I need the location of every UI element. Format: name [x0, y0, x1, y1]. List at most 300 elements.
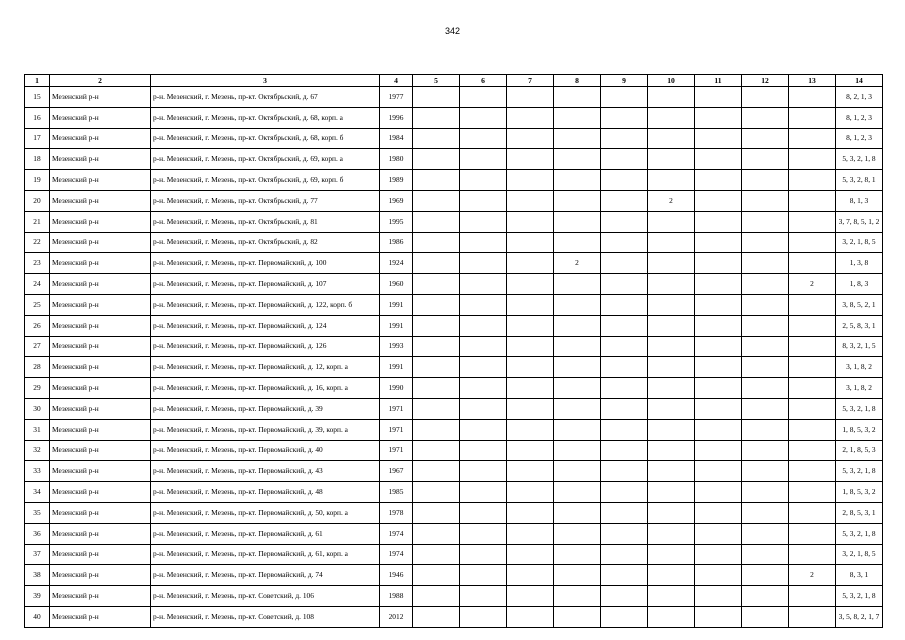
col12-cell — [742, 502, 789, 523]
table-row — [25, 482, 883, 503]
col6-cell — [460, 523, 507, 544]
year-cell: 2012 — [380, 606, 413, 627]
column-header-1: 1 — [25, 75, 50, 87]
district-cell: Мезенский р-н — [50, 565, 151, 586]
district-cell: Мезенский р-н — [50, 274, 151, 295]
col12-cell — [742, 440, 789, 461]
col6-cell — [460, 274, 507, 295]
col12-cell — [742, 544, 789, 565]
col6-cell — [460, 149, 507, 170]
codes-cell: 3, 7, 8, 5, 1, 2 — [836, 211, 883, 232]
col9-cell — [601, 544, 648, 565]
col7-cell — [507, 565, 554, 586]
col7-cell — [507, 253, 554, 274]
col11-cell — [695, 253, 742, 274]
year-cell: 1974 — [380, 523, 413, 544]
col10-cell — [648, 128, 695, 149]
address-cell: р-н. Мезенский, г. Мезень, пр-кт. Первомайский, д. 43 — [151, 461, 380, 482]
col12-cell — [742, 87, 789, 108]
col10-cell — [648, 336, 695, 357]
col12-cell — [742, 357, 789, 378]
col13-cell — [789, 482, 836, 503]
col10-cell — [648, 274, 695, 295]
col9-cell — [601, 190, 648, 211]
col11-cell — [695, 565, 742, 586]
row-number: 31 — [25, 419, 50, 440]
col13-cell — [789, 315, 836, 336]
codes-cell: 1, 3, 8 — [836, 253, 883, 274]
col6-cell — [460, 315, 507, 336]
col11-cell — [695, 544, 742, 565]
col8-cell — [554, 87, 601, 108]
column-header-3: 3 — [151, 75, 380, 87]
col13-cell — [789, 232, 836, 253]
row-number: 30 — [25, 398, 50, 419]
col7-cell — [507, 190, 554, 211]
col6-cell — [460, 482, 507, 503]
column-header-14: 14 — [836, 75, 883, 87]
year-cell: 1988 — [380, 586, 413, 607]
col7-cell — [507, 274, 554, 295]
district-cell: Мезенский р-н — [50, 606, 151, 627]
district-cell: Мезенский р-н — [50, 315, 151, 336]
table-row — [25, 294, 883, 315]
col9-cell — [601, 523, 648, 544]
col5-cell — [413, 274, 460, 295]
col13-cell — [789, 502, 836, 523]
col9-cell — [601, 107, 648, 128]
col11-cell — [695, 419, 742, 440]
year-cell: 1967 — [380, 461, 413, 482]
col11-cell — [695, 440, 742, 461]
col11-cell — [695, 232, 742, 253]
row-number: 19 — [25, 170, 50, 191]
col7-cell — [507, 586, 554, 607]
col8-cell — [554, 149, 601, 170]
col7-cell — [507, 502, 554, 523]
col8-cell — [554, 586, 601, 607]
col9-cell — [601, 294, 648, 315]
col8-cell: 2 — [554, 253, 601, 274]
col12-cell — [742, 419, 789, 440]
col6-cell — [460, 190, 507, 211]
col9-cell — [601, 357, 648, 378]
col5-cell — [413, 398, 460, 419]
codes-cell: 2, 8, 5, 3, 1 — [836, 502, 883, 523]
col11-cell — [695, 357, 742, 378]
address-cell: р-н. Мезенский, г. Мезень, пр-кт. Первомайский, д. 39, корп. а — [151, 419, 380, 440]
col7-cell — [507, 357, 554, 378]
district-cell: Мезенский р-н — [50, 253, 151, 274]
codes-cell: 5, 3, 2, 1, 8 — [836, 461, 883, 482]
col5-cell — [413, 502, 460, 523]
col13-cell — [789, 378, 836, 399]
col9-cell — [601, 565, 648, 586]
col6-cell — [460, 606, 507, 627]
table-row — [25, 357, 883, 378]
district-cell: Мезенский р-н — [50, 440, 151, 461]
address-cell: р-н. Мезенский, г. Мезень, пр-кт. Октябрьский, д. 69, корп. б — [151, 170, 380, 191]
col13-cell — [789, 461, 836, 482]
col6-cell — [460, 107, 507, 128]
col6-cell — [460, 378, 507, 399]
col6-cell — [460, 461, 507, 482]
col5-cell — [413, 419, 460, 440]
col6-cell — [460, 294, 507, 315]
district-cell: Мезенский р-н — [50, 544, 151, 565]
col7-cell — [507, 107, 554, 128]
col7-cell — [507, 544, 554, 565]
codes-cell: 8, 3, 1 — [836, 565, 883, 586]
address-cell: р-н. Мезенский, г. Мезень, пр-кт. Первомайский, д. 124 — [151, 315, 380, 336]
col13-cell — [789, 357, 836, 378]
table-row — [25, 170, 883, 191]
col12-cell — [742, 315, 789, 336]
table-row — [25, 565, 883, 586]
col6-cell — [460, 398, 507, 419]
row-number: 16 — [25, 107, 50, 128]
col13-cell — [789, 87, 836, 108]
column-header-5: 5 — [413, 75, 460, 87]
col10-cell — [648, 211, 695, 232]
district-cell: Мезенский р-н — [50, 170, 151, 191]
col6-cell — [460, 170, 507, 191]
table-row — [25, 523, 883, 544]
row-number: 33 — [25, 461, 50, 482]
table-row — [25, 461, 883, 482]
col9-cell — [601, 482, 648, 503]
table-row — [25, 190, 883, 211]
col12-cell — [742, 336, 789, 357]
row-number: 25 — [25, 294, 50, 315]
col6-cell — [460, 253, 507, 274]
col5-cell — [413, 482, 460, 503]
address-cell: р-н. Мезенский, г. Мезень, пр-кт. Первомайский, д. 12, корп. а — [151, 357, 380, 378]
col5-cell — [413, 107, 460, 128]
table-row — [25, 544, 883, 565]
year-cell: 1946 — [380, 565, 413, 586]
district-cell: Мезенский р-н — [50, 87, 151, 108]
codes-cell: 8, 1, 2, 3 — [836, 128, 883, 149]
table-body — [25, 87, 883, 628]
col8-cell — [554, 336, 601, 357]
codes-cell: 5, 3, 2, 1, 8 — [836, 586, 883, 607]
col5-cell — [413, 149, 460, 170]
col5-cell — [413, 523, 460, 544]
col10-cell — [648, 107, 695, 128]
district-cell: Мезенский р-н — [50, 482, 151, 503]
col13-cell — [789, 523, 836, 544]
col13-cell — [789, 211, 836, 232]
row-number: 24 — [25, 274, 50, 295]
col12-cell — [742, 232, 789, 253]
page-number: 342 — [444, 26, 461, 36]
table-row — [25, 586, 883, 607]
col13-cell — [789, 606, 836, 627]
col9-cell — [601, 149, 648, 170]
col11-cell — [695, 398, 742, 419]
row-number: 37 — [25, 544, 50, 565]
row-number: 20 — [25, 190, 50, 211]
col6-cell — [460, 128, 507, 149]
address-cell: р-н. Мезенский, г. Мезень, пр-кт. Октябрьский, д. 68, корп. а — [151, 107, 380, 128]
col5-cell — [413, 211, 460, 232]
year-cell: 1977 — [380, 87, 413, 108]
address-cell: р-н. Мезенский, г. Мезень, пр-кт. Октябрьский, д. 77 — [151, 190, 380, 211]
col8-cell — [554, 232, 601, 253]
address-cell: р-н. Мезенский, г. Мезень, пр-кт. Советский, д. 106 — [151, 586, 380, 607]
col9-cell — [601, 315, 648, 336]
col6-cell — [460, 211, 507, 232]
col10-cell — [648, 294, 695, 315]
address-cell: р-н. Мезенский, г. Мезень, пр-кт. Октябрьский, д. 69, корп. а — [151, 149, 380, 170]
row-number: 15 — [25, 87, 50, 108]
col5-cell — [413, 586, 460, 607]
col11-cell — [695, 482, 742, 503]
col10-cell — [648, 606, 695, 627]
col9-cell — [601, 274, 648, 295]
column-header-6: 6 — [460, 75, 507, 87]
col10-cell — [648, 357, 695, 378]
row-number: 34 — [25, 482, 50, 503]
col12-cell — [742, 378, 789, 399]
table-row — [25, 606, 883, 627]
col10-cell — [648, 398, 695, 419]
codes-cell: 8, 3, 2, 1, 5 — [836, 336, 883, 357]
col5-cell — [413, 336, 460, 357]
col13-cell — [789, 294, 836, 315]
year-cell: 1969 — [380, 190, 413, 211]
col10-cell — [648, 170, 695, 191]
address-cell: р-н. Мезенский, г. Мезень, пр-кт. Октябрьский, д. 82 — [151, 232, 380, 253]
address-cell: р-н. Мезенский, г. Мезень, пр-кт. Первомайский, д. 61, корп. а — [151, 544, 380, 565]
row-number: 26 — [25, 315, 50, 336]
codes-cell: 3, 1, 8, 2 — [836, 357, 883, 378]
codes-cell: 3, 1, 8, 2 — [836, 378, 883, 399]
col13-cell — [789, 107, 836, 128]
codes-cell: 5, 3, 2, 8, 1 — [836, 170, 883, 191]
col13-cell — [789, 149, 836, 170]
column-header-4: 4 — [380, 75, 413, 87]
col12-cell — [742, 606, 789, 627]
col7-cell — [507, 461, 554, 482]
col9-cell — [601, 586, 648, 607]
year-cell: 1996 — [380, 107, 413, 128]
col7-cell — [507, 294, 554, 315]
col10-cell — [648, 523, 695, 544]
col10-cell — [648, 87, 695, 108]
col5-cell — [413, 128, 460, 149]
col7-cell — [507, 211, 554, 232]
district-cell: Мезенский р-н — [50, 190, 151, 211]
col10-cell — [648, 461, 695, 482]
col8-cell — [554, 544, 601, 565]
column-header-11: 11 — [695, 75, 742, 87]
year-cell: 1993 — [380, 336, 413, 357]
col6-cell — [460, 440, 507, 461]
district-cell: Мезенский р-н — [50, 378, 151, 399]
column-header-10: 10 — [648, 75, 695, 87]
col9-cell — [601, 378, 648, 399]
district-cell: Мезенский р-н — [50, 461, 151, 482]
col6-cell — [460, 565, 507, 586]
col12-cell — [742, 170, 789, 191]
district-cell: Мезенский р-н — [50, 294, 151, 315]
col10-cell — [648, 315, 695, 336]
district-cell: Мезенский р-н — [50, 523, 151, 544]
year-cell: 1978 — [380, 502, 413, 523]
col8-cell — [554, 190, 601, 211]
year-cell: 1986 — [380, 232, 413, 253]
col13-cell — [789, 128, 836, 149]
col7-cell — [507, 523, 554, 544]
year-cell: 1960 — [380, 274, 413, 295]
col8-cell — [554, 378, 601, 399]
col9-cell — [601, 398, 648, 419]
column-header-13: 13 — [789, 75, 836, 87]
table-row — [25, 149, 883, 170]
address-cell: р-н. Мезенский, г. Мезень, пр-кт. Первомайский, д. 40 — [151, 440, 380, 461]
col8-cell — [554, 357, 601, 378]
col11-cell — [695, 190, 742, 211]
row-number: 32 — [25, 440, 50, 461]
row-number: 39 — [25, 586, 50, 607]
col11-cell — [695, 87, 742, 108]
codes-cell: 5, 3, 2, 1, 8 — [836, 398, 883, 419]
col9-cell — [601, 440, 648, 461]
table-row — [25, 128, 883, 149]
col10-cell — [648, 482, 695, 503]
table-row — [25, 419, 883, 440]
district-cell: Мезенский р-н — [50, 232, 151, 253]
year-cell: 1995 — [380, 211, 413, 232]
year-cell: 1974 — [380, 544, 413, 565]
col10-cell — [648, 149, 695, 170]
col6-cell — [460, 87, 507, 108]
row-number: 22 — [25, 232, 50, 253]
col12-cell — [742, 274, 789, 295]
col5-cell — [413, 461, 460, 482]
district-cell: Мезенский р-н — [50, 107, 151, 128]
col8-cell — [554, 502, 601, 523]
col12-cell — [742, 211, 789, 232]
col5-cell — [413, 315, 460, 336]
col9-cell — [601, 170, 648, 191]
col5-cell — [413, 190, 460, 211]
district-cell: Мезенский р-н — [50, 357, 151, 378]
col11-cell — [695, 586, 742, 607]
address-cell: р-н. Мезенский, г. Мезень, пр-кт. Первомайский, д. 50, корп. а — [151, 502, 380, 523]
year-cell: 1984 — [380, 128, 413, 149]
col7-cell — [507, 170, 554, 191]
col11-cell — [695, 461, 742, 482]
col9-cell — [601, 336, 648, 357]
col6-cell — [460, 357, 507, 378]
col6-cell — [460, 232, 507, 253]
col11-cell — [695, 502, 742, 523]
col8-cell — [554, 211, 601, 232]
row-number: 36 — [25, 523, 50, 544]
codes-cell: 3, 2, 1, 8, 5 — [836, 544, 883, 565]
col5-cell — [413, 378, 460, 399]
address-cell: р-н. Мезенский, г. Мезень, пр-кт. Первомайский, д. 126 — [151, 336, 380, 357]
col10-cell — [648, 253, 695, 274]
address-cell: р-н. Мезенский, г. Мезень, пр-кт. Первомайский, д. 61 — [151, 523, 380, 544]
col5-cell — [413, 294, 460, 315]
table-row — [25, 274, 883, 295]
codes-cell: 8, 1, 3 — [836, 190, 883, 211]
codes-cell: 1, 8, 5, 3, 2 — [836, 419, 883, 440]
col9-cell — [601, 461, 648, 482]
col13-cell — [789, 544, 836, 565]
year-cell: 1971 — [380, 440, 413, 461]
codes-cell: 8, 2, 1, 3 — [836, 87, 883, 108]
codes-cell: 3, 2, 1, 8, 5 — [836, 232, 883, 253]
column-header-9: 9 — [601, 75, 648, 87]
col13-cell: 2 — [789, 565, 836, 586]
year-cell: 1991 — [380, 315, 413, 336]
col9-cell — [601, 211, 648, 232]
col10-cell — [648, 565, 695, 586]
col10-cell — [648, 232, 695, 253]
col8-cell — [554, 315, 601, 336]
table-row — [25, 440, 883, 461]
col12-cell — [742, 586, 789, 607]
col7-cell — [507, 315, 554, 336]
table-row — [25, 87, 883, 108]
col11-cell — [695, 128, 742, 149]
codes-cell: 8, 1, 2, 3 — [836, 107, 883, 128]
col12-cell — [742, 523, 789, 544]
col5-cell — [413, 606, 460, 627]
col7-cell — [507, 336, 554, 357]
address-cell: р-н. Мезенский, г. Мезень, пр-кт. Первомайский, д. 107 — [151, 274, 380, 295]
address-cell: р-н. Мезенский, г. Мезень, пр-кт. Первомайский, д. 16, корп. а — [151, 378, 380, 399]
col13-cell — [789, 586, 836, 607]
district-cell: Мезенский р-н — [50, 419, 151, 440]
col10-cell — [648, 502, 695, 523]
codes-cell: 1, 8, 5, 3, 2 — [836, 482, 883, 503]
col12-cell — [742, 107, 789, 128]
col12-cell — [742, 149, 789, 170]
column-header-12: 12 — [742, 75, 789, 87]
address-cell: р-н. Мезенский, г. Мезень, пр-кт. Первомайский, д. 39 — [151, 398, 380, 419]
col11-cell — [695, 170, 742, 191]
col11-cell — [695, 606, 742, 627]
housing-register-table — [24, 74, 883, 628]
col7-cell — [507, 482, 554, 503]
column-header-8: 8 — [554, 75, 601, 87]
col10-cell — [648, 586, 695, 607]
col12-cell — [742, 128, 789, 149]
year-cell: 1971 — [380, 419, 413, 440]
col9-cell — [601, 128, 648, 149]
col9-cell — [601, 606, 648, 627]
table-row — [25, 107, 883, 128]
year-cell: 1924 — [380, 253, 413, 274]
col8-cell — [554, 294, 601, 315]
year-cell: 1991 — [380, 357, 413, 378]
col11-cell — [695, 523, 742, 544]
col8-cell — [554, 523, 601, 544]
table-row — [25, 232, 883, 253]
col7-cell — [507, 440, 554, 461]
col11-cell — [695, 336, 742, 357]
col9-cell — [601, 253, 648, 274]
codes-cell: 5, 3, 2, 1, 8 — [836, 149, 883, 170]
col12-cell — [742, 294, 789, 315]
district-cell: Мезенский р-н — [50, 586, 151, 607]
